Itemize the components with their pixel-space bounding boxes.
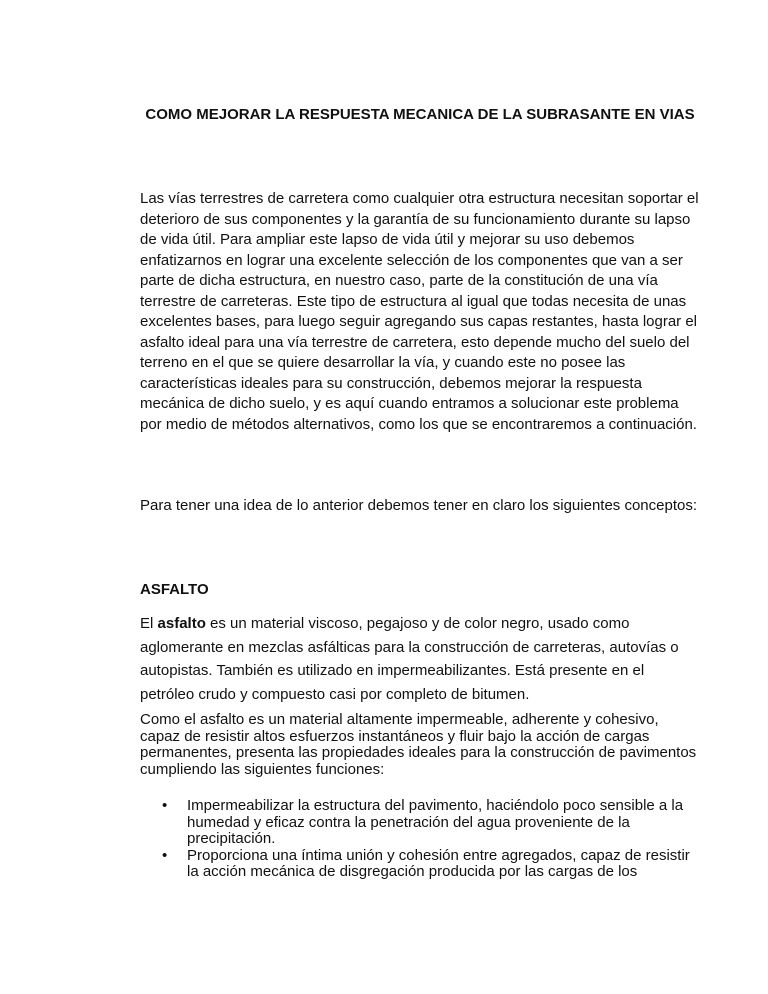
list-item [140, 798, 700, 848]
intro-paragraph: Las vías terrestres de carretera como cualquier otra estructura necesitan soportar el deterioro de sus componentes y la garantía de su funcionamiento durante su lapso de vida útil. Para ampliar este lapso de vida útil y mejorar su uso debemos enfatizarnos en lograr una excelente selección de los componentes que van a ser parte de dicha estructura, en nuestro caso, parte de la constitución de una vía terrestre de carreteras. Este tipo de estructura al igual que todas necesita de unas excelentes bases, para luego seguir agregando sus capas restantes, hasta lograr el asfalto ideal para una vía terrestre de carretera, esto depende mucho del suelo del terreno en el que se quiere desarrollar la vía, y cuando este no posee las características ideales para su construcción, debemos mejorar la respuesta mecánica de dicho suelo, y es aquí cuando entramos a solucionar este problema por medio de métodos alternativos, como los que se encontraremos a continuación. [140, 190, 699, 433]
section-heading-asfalto: ASFALTO [140, 581, 209, 598]
asfalto-definition-paragraph [140, 612, 700, 706]
definition-rest: es un material viscoso, pegajoso y de color negro, usado como aglomerante en mezclas asfálticas para la construcción de carreteras, autovías o autopistas. También es utilizado en impermeabilizantes. Está presente en el petróleo crudo y compuesto casi por completo de bitumen. [140, 615, 679, 703]
list-item-text: Proporciona una íntima unión y cohesión entre agregados, capaz de resistir la acción mecánica de disgregación producida por las cargas de los [187, 846, 690, 880]
definition-lead: El [140, 615, 158, 632]
functions-bullet-list [140, 798, 700, 881]
asfalto-properties-paragraph: Como el asfalto es un material altamente impermeable, adherente y cohesivo, capaz de resistir altos esfuerzos instantáneos y fluir bajo la acción de cargas permanentes, presenta las propiedades ideales para la construcción de pavimentos cumpliendo las siguientes funciones: [140, 711, 697, 778]
list-item-text: Impermeabilizar la estructura del pavimento, haciéndolo poco sensible a la humedad y eficaz contra la penetración del agua proveniente de la precipitación. [187, 797, 684, 847]
document-title: COMO MEJORAR LA RESPUESTA MECANICA DE LA SUBRASANTE EN VIAS [145, 106, 695, 123]
concepts-paragraph: Para tener una idea de lo anterior debemos tener en claro los siguientes conceptos: [140, 497, 698, 514]
bullet-icon: • [162, 846, 168, 864]
definition-bold-term: asfalto [157, 615, 206, 632]
bullet-icon: • [162, 797, 168, 814]
list-item [140, 848, 700, 881]
